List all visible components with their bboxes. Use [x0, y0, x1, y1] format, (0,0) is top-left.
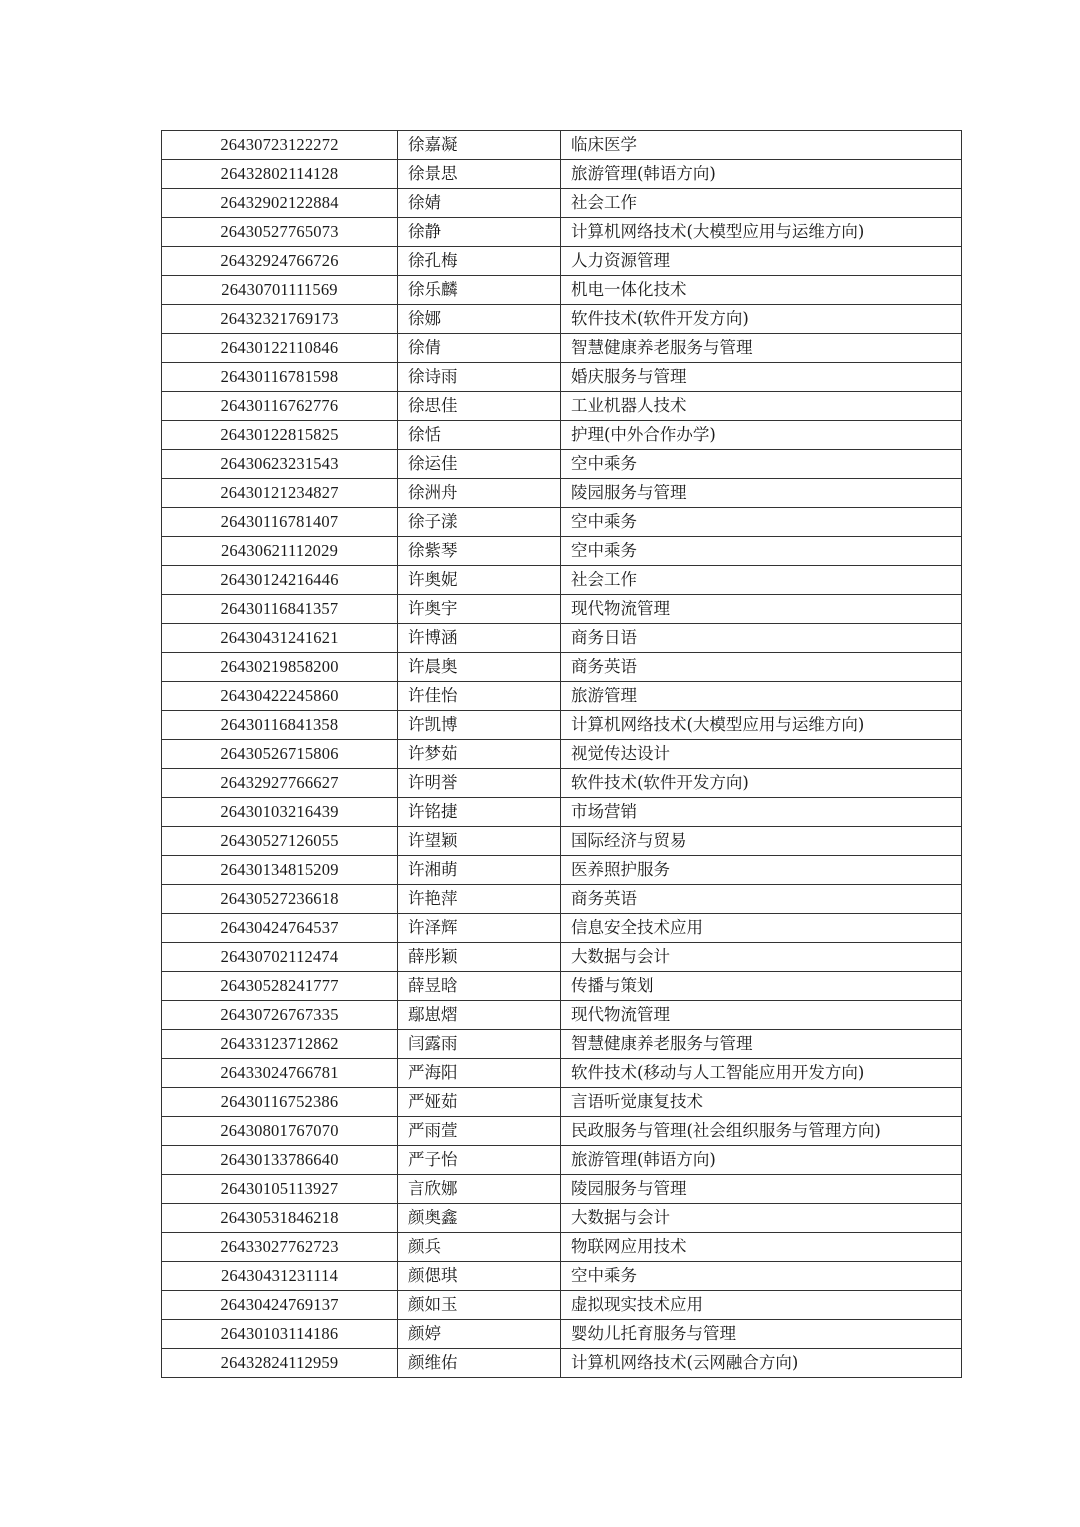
student-name-cell: 许梦茹	[398, 740, 561, 769]
major-cell: 市场营销	[561, 798, 962, 827]
student-id-cell: 26430422245860	[162, 682, 398, 711]
major-cell: 陵园服务与管理	[561, 479, 962, 508]
table-row	[162, 131, 962, 160]
table-row	[162, 624, 962, 653]
student-name-cell: 严雨萱	[398, 1117, 561, 1146]
student-name-cell: 颜如玉	[398, 1291, 561, 1320]
student-id-cell: 26430133786640	[162, 1146, 398, 1175]
student-name-cell: 闫露雨	[398, 1030, 561, 1059]
student-name-cell: 徐倩	[398, 334, 561, 363]
table-row	[162, 508, 962, 537]
table-row	[162, 769, 962, 798]
student-id-cell: 26430103114186	[162, 1320, 398, 1349]
student-id-cell: 26430116762776	[162, 392, 398, 421]
student-name-cell: 颜维佑	[398, 1349, 561, 1378]
major-cell: 商务日语	[561, 624, 962, 653]
table-row	[162, 1233, 962, 1262]
major-cell: 机电一体化技术	[561, 276, 962, 305]
major-cell: 陵园服务与管理	[561, 1175, 962, 1204]
student-name-cell: 颜奥鑫	[398, 1204, 561, 1233]
student-id-cell: 26430122110846	[162, 334, 398, 363]
table-body	[162, 131, 962, 1378]
student-name-cell: 徐孔梅	[398, 247, 561, 276]
student-name-cell: 许晨奥	[398, 653, 561, 682]
table-row	[162, 1146, 962, 1175]
student-name-cell: 徐婧	[398, 189, 561, 218]
table-row	[162, 1175, 962, 1204]
student-id-cell: 26430701111569	[162, 276, 398, 305]
student-name-cell: 许奥宇	[398, 595, 561, 624]
major-cell: 现代物流管理	[561, 595, 962, 624]
table-row	[162, 160, 962, 189]
table-row	[162, 1291, 962, 1320]
student-id-cell: 26432927766627	[162, 769, 398, 798]
table-row	[162, 856, 962, 885]
table-row	[162, 595, 962, 624]
student-name-cell: 严娅茹	[398, 1088, 561, 1117]
major-cell: 大数据与会计	[561, 1204, 962, 1233]
student-name-cell: 徐运佳	[398, 450, 561, 479]
student-name-cell: 薛彤颖	[398, 943, 561, 972]
student-id-cell: 26430424764537	[162, 914, 398, 943]
table-row	[162, 1059, 962, 1088]
student-name-cell: 徐紫琴	[398, 537, 561, 566]
major-cell: 社会工作	[561, 189, 962, 218]
table-row	[162, 1001, 962, 1030]
table-row	[162, 943, 962, 972]
major-cell: 社会工作	[561, 566, 962, 595]
student-name-cell: 许艳萍	[398, 885, 561, 914]
student-id-cell: 26430526715806	[162, 740, 398, 769]
student-name-cell: 许佳怡	[398, 682, 561, 711]
student-id-cell: 26430116781598	[162, 363, 398, 392]
major-cell: 商务英语	[561, 885, 962, 914]
student-name-cell: 徐诗雨	[398, 363, 561, 392]
student-name-cell: 徐乐麟	[398, 276, 561, 305]
table-row	[162, 276, 962, 305]
major-cell: 智慧健康养老服务与管理	[561, 1030, 962, 1059]
student-name-cell: 许湘萌	[398, 856, 561, 885]
student-name-cell: 严海阳	[398, 1059, 561, 1088]
table-row	[162, 450, 962, 479]
table-row	[162, 392, 962, 421]
major-cell: 旅游管理(韩语方向)	[561, 160, 962, 189]
student-name-cell: 徐洲舟	[398, 479, 561, 508]
major-cell: 空中乘务	[561, 537, 962, 566]
table-row	[162, 1117, 962, 1146]
major-cell: 空中乘务	[561, 450, 962, 479]
major-cell: 视觉传达设计	[561, 740, 962, 769]
table-row	[162, 1088, 962, 1117]
student-id-cell: 26430621112029	[162, 537, 398, 566]
student-id-cell: 26430116841357	[162, 595, 398, 624]
student-name-cell: 徐景思	[398, 160, 561, 189]
admission-list-table	[161, 130, 962, 1378]
major-cell: 临床医学	[561, 131, 962, 160]
table-row	[162, 1262, 962, 1291]
student-id-cell: 26432824112959	[162, 1349, 398, 1378]
student-id-cell: 26430124216446	[162, 566, 398, 595]
major-cell: 软件技术(软件开发方向)	[561, 305, 962, 334]
table-row	[162, 189, 962, 218]
table-row	[162, 218, 962, 247]
student-id-cell: 26430531846218	[162, 1204, 398, 1233]
student-name-cell: 许泽辉	[398, 914, 561, 943]
student-id-cell: 26432802114128	[162, 160, 398, 189]
table-row	[162, 1204, 962, 1233]
student-id-cell: 26430424769137	[162, 1291, 398, 1320]
student-name-cell: 颜婷	[398, 1320, 561, 1349]
student-id-cell: 26430623231543	[162, 450, 398, 479]
major-cell: 商务英语	[561, 653, 962, 682]
student-id-cell: 26430122815825	[162, 421, 398, 450]
major-cell: 护理(中外合作办学)	[561, 421, 962, 450]
major-cell: 大数据与会计	[561, 943, 962, 972]
major-cell: 旅游管理(韩语方向)	[561, 1146, 962, 1175]
major-cell: 言语听觉康复技术	[561, 1088, 962, 1117]
student-name-cell: 许奥妮	[398, 566, 561, 595]
major-cell: 智慧健康养老服务与管理	[561, 334, 962, 363]
table-row	[162, 972, 962, 1001]
table-row	[162, 537, 962, 566]
table-row	[162, 798, 962, 827]
student-id-cell: 26430527765073	[162, 218, 398, 247]
student-name-cell: 徐静	[398, 218, 561, 247]
student-id-cell: 26432924766726	[162, 247, 398, 276]
table-row	[162, 566, 962, 595]
student-id-cell: 26430116841358	[162, 711, 398, 740]
table-row	[162, 305, 962, 334]
table-row	[162, 914, 962, 943]
major-cell: 民政服务与管理(社会组织服务与管理方向)	[561, 1117, 962, 1146]
student-name-cell: 徐恬	[398, 421, 561, 450]
major-cell: 软件技术(移动与人工智能应用开发方向)	[561, 1059, 962, 1088]
table-row	[162, 479, 962, 508]
student-id-cell: 26430431231114	[162, 1262, 398, 1291]
student-name-cell: 徐思佳	[398, 392, 561, 421]
major-cell: 婴幼儿托育服务与管理	[561, 1320, 962, 1349]
student-id-cell: 26430431241621	[162, 624, 398, 653]
student-id-cell: 26430726767335	[162, 1001, 398, 1030]
student-id-cell: 26430116781407	[162, 508, 398, 537]
student-id-cell: 26433027762723	[162, 1233, 398, 1262]
major-cell: 软件技术(软件开发方向)	[561, 769, 962, 798]
table-row	[162, 885, 962, 914]
student-name-cell: 徐嘉凝	[398, 131, 561, 160]
student-id-cell: 26432902122884	[162, 189, 398, 218]
major-cell: 空中乘务	[561, 508, 962, 537]
table-row	[162, 363, 962, 392]
major-cell: 婚庆服务与管理	[561, 363, 962, 392]
table-row	[162, 1349, 962, 1378]
major-cell: 计算机网络技术(大模型应用与运维方向)	[561, 711, 962, 740]
student-name-cell: 徐子漾	[398, 508, 561, 537]
student-id-cell: 26430702112474	[162, 943, 398, 972]
major-cell: 物联网应用技术	[561, 1233, 962, 1262]
student-id-cell: 26430219858200	[162, 653, 398, 682]
student-name-cell: 许凯博	[398, 711, 561, 740]
student-name-cell: 言欣娜	[398, 1175, 561, 1204]
student-name-cell: 许明誉	[398, 769, 561, 798]
student-name-cell: 许望颖	[398, 827, 561, 856]
major-cell: 计算机网络技术(云网融合方向)	[561, 1349, 962, 1378]
student-id-cell: 26430527126055	[162, 827, 398, 856]
major-cell: 医养照护服务	[561, 856, 962, 885]
student-name-cell: 严子怡	[398, 1146, 561, 1175]
student-name-cell: 许博涵	[398, 624, 561, 653]
major-cell: 传播与策划	[561, 972, 962, 1001]
student-name-cell: 鄢崽熠	[398, 1001, 561, 1030]
student-name-cell: 许铭捷	[398, 798, 561, 827]
table-row	[162, 1030, 962, 1059]
student-id-cell: 26430105113927	[162, 1175, 398, 1204]
student-name-cell: 徐娜	[398, 305, 561, 334]
table-row	[162, 1320, 962, 1349]
student-id-cell: 26430121234827	[162, 479, 398, 508]
student-id-cell: 26430723122272	[162, 131, 398, 160]
table-row	[162, 740, 962, 769]
major-cell: 人力资源管理	[561, 247, 962, 276]
major-cell: 空中乘务	[561, 1262, 962, 1291]
table-row	[162, 682, 962, 711]
table-row	[162, 711, 962, 740]
student-name-cell: 颜偲琪	[398, 1262, 561, 1291]
table-row	[162, 247, 962, 276]
table-row	[162, 334, 962, 363]
student-name-cell: 薛昱晗	[398, 972, 561, 1001]
table-row	[162, 421, 962, 450]
major-cell: 计算机网络技术(大模型应用与运维方向)	[561, 218, 962, 247]
student-id-cell: 26430134815209	[162, 856, 398, 885]
student-id-cell: 26430801767070	[162, 1117, 398, 1146]
major-cell: 信息安全技术应用	[561, 914, 962, 943]
major-cell: 工业机器人技术	[561, 392, 962, 421]
student-id-cell: 26433024766781	[162, 1059, 398, 1088]
student-id-cell: 26430528241777	[162, 972, 398, 1001]
table-row	[162, 653, 962, 682]
student-name-cell: 颜兵	[398, 1233, 561, 1262]
student-id-cell: 26433123712862	[162, 1030, 398, 1059]
student-id-cell: 26430103216439	[162, 798, 398, 827]
student-id-cell: 26432321769173	[162, 305, 398, 334]
table-row	[162, 827, 962, 856]
major-cell: 国际经济与贸易	[561, 827, 962, 856]
major-cell: 旅游管理	[561, 682, 962, 711]
student-id-cell: 26430527236618	[162, 885, 398, 914]
major-cell: 虚拟现实技术应用	[561, 1291, 962, 1320]
major-cell: 现代物流管理	[561, 1001, 962, 1030]
student-id-cell: 26430116752386	[162, 1088, 398, 1117]
